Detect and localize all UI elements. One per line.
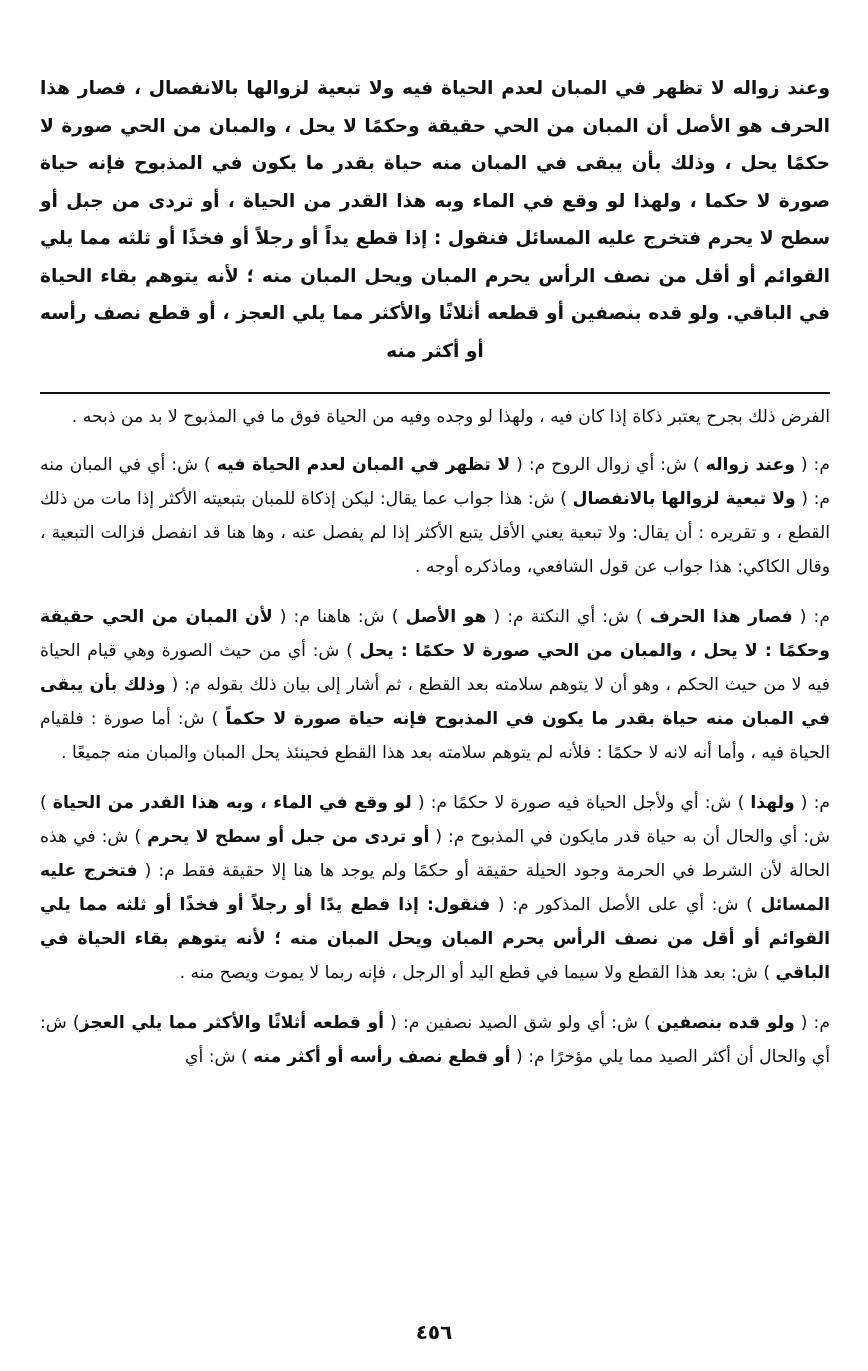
commentary-text: ) ش: أي والحال أن أكثر الصيد مما يلي مؤخرًا م: (	[40, 1013, 830, 1067]
commentary-text: ) ش: بعد هذا القطع ولا سيما في قطع اليد أو الرجل ، فإنه ربما لا يموت ويصح منه .	[179, 963, 776, 983]
main-text-block: وعند زواله لا تظهر في المبان لعدم الحياة فيه ولا تبعية لزوالها بالانفصال ، فصار هذا الحرف هو الأصل أن المبان من الحي حقيقة وحكمًا لا يحل ، والمبان من الحي صورة لا حكمًا يحل ، وذلك بأن يبقى في المبان منه حياة بقدر ما يكون في المذبوح فإنه حياة صورة لا حكما ، ولهذا لو وقع في الماء وبه هذا القدر من الحياة ، أو تردى من جبل أو سطح لا يحرم فتخرج عليه المسائل فنقول : إذا قطع يداً أو رجلاً أو فخذًا أو ثلثه مما يلي القوائم أو أقل من نصف الرأس يحرم المبان ويحل المبان منه ؛ لأنه يتوهم بقاء الحياة في الباقي. ولو قده بنصفين أو قطعه أثلاثًا والأكثر مما يلي العجز ، أو قطع نصف رأسه أو أكثر منه	[40, 78, 830, 362]
quoted-matn-text: لأن المبان من الحي حقيقة وحكمًا : لا يحل ، والمبان من الحي صورة لا حكمًا : يحل	[40, 607, 830, 661]
quoted-matn-text: وعند زواله	[705, 455, 795, 475]
commentary-text: ) ش: أي ولأجل الحياة فيه صورة لا حكمًا م: (	[411, 793, 751, 813]
quoted-matn-text: ولو قده بنصفين	[656, 1013, 795, 1033]
commentary-paragraph-5	[40, 1006, 830, 1074]
commentary-text: ) ش: أي ولو شق الصيد نصفين م: (	[384, 1013, 657, 1033]
commentary-text: م: (	[794, 793, 830, 813]
quoted-matn-text: ولا تبعية لزوالها بالانفصال	[572, 489, 796, 509]
commentary-text: ) ش: أي النكتة م: (	[486, 607, 650, 627]
commentary-text: م: (	[794, 1013, 830, 1033]
quoted-matn-text: فتخرج عليه المسائل	[40, 861, 830, 915]
commentary-text: ) ش: أي من حيث الصورة وهي قيام الحياة فيه لا من حيث الحكم ، وهو أن لا يتوهم سلامته بعد القطع ، ثم أشار إلى بيان ذلك بقوله م: (	[40, 641, 830, 695]
commentary-paragraph-1: الفرض ذلك بجرح يعتبر ذكاة إذا كان فيه ، ولهذا لو وجده وفيه من الحياة فوق ما في المذبوح لا بد من ذبحه .	[71, 407, 830, 427]
quoted-matn-text: أو قطعه أثلاثًا والأكثر مما يلي العجز	[79, 1013, 385, 1033]
quoted-matn-text: أو قطع نصف رأسه أو أكثر منه	[253, 1047, 511, 1067]
quoted-matn-text: وذلك بأن يبقى في المبان منه حياة بقدر ما يكون في المذبوح فإنه حياة صورة لا حكماً	[40, 675, 830, 729]
quoted-matn-text: هو الأصل	[405, 607, 487, 627]
page-number: ٤٥٦	[415, 1320, 453, 1344]
commentary-text: ) ش: هاهنا م: (	[272, 607, 406, 627]
commentary-text: ) ش: في هذه الحالة لأن الشرط في الحرمة وجود الحيلة حقيقة أو حكمًا ولم يوجد ها هنا إلا حقيقة فقط م: (	[40, 827, 830, 881]
commentary-text: ) ش: أي	[185, 1047, 254, 1067]
quoted-matn-text: أو تردى من جبل أو سطح لا يحرم	[147, 827, 430, 847]
quoted-matn-text: لا تظهر في المبان لعدم الحياة فيه	[216, 455, 511, 475]
commentary-paragraph-3	[40, 600, 830, 770]
commentary-block	[40, 400, 830, 1090]
commentary-text: ) ش: أي زوال الروح م: (	[510, 455, 706, 475]
quoted-matn-text: فنقول: إذا قطع يدًا أو رجلاً أو فخذًا أو ثلثه مما يلي القوائم أو أقل من نصف الرأس يحرم المبان ويحل المبان منه ؛ لأنه يتوهم بقاء الحياة في الباقي	[40, 895, 830, 983]
commentary-text: م: (	[794, 455, 830, 475]
quoted-matn-text: لو وقع في الماء ، وبه هذا القدر من الحياة	[52, 793, 412, 813]
commentary-text: ) ش: هذا جواب عما يقال: ليكن إذكاة للمبان بتبعيته الأكثر إذا مات من ذلك القطع ، و تقريره : أن يقال: ولا تبعية يعني الأقل يتبع الأكثر إذا لم يفصل عنه ، وها هنا قد انفصل فزالت التبعية ، وقال الكاكي: هذا جواب عن قول الشافعي، وماذكره أوجه .	[40, 489, 830, 577]
commentary-text: ) ش: أي في المبان منه م: (	[40, 455, 831, 509]
commentary-paragraph-4	[40, 786, 830, 990]
commentary-text: ) ش: أي على الأصل المذكور م: (	[490, 895, 761, 915]
quoted-matn-text: فصار هذا الحرف	[649, 607, 793, 627]
commentary-text: ) ش: أي والحال أن به حياة قدر مايكون في المذبوح م: (	[40, 793, 830, 847]
commentary-paragraph-2	[40, 448, 830, 584]
quoted-matn-text: ولهذا	[750, 793, 795, 813]
footnote-divider	[40, 392, 830, 394]
commentary-text: ) ش: أما صورة : فلقيام الحياة فيه ، وأما أنه لانه لا حكمًا : فلأنه لم يتوهم سلامته بعد هذا القطع فحينئذ يحل المبان والمبان منه جميعًا .	[40, 709, 830, 763]
commentary-text: م: (	[792, 607, 830, 627]
